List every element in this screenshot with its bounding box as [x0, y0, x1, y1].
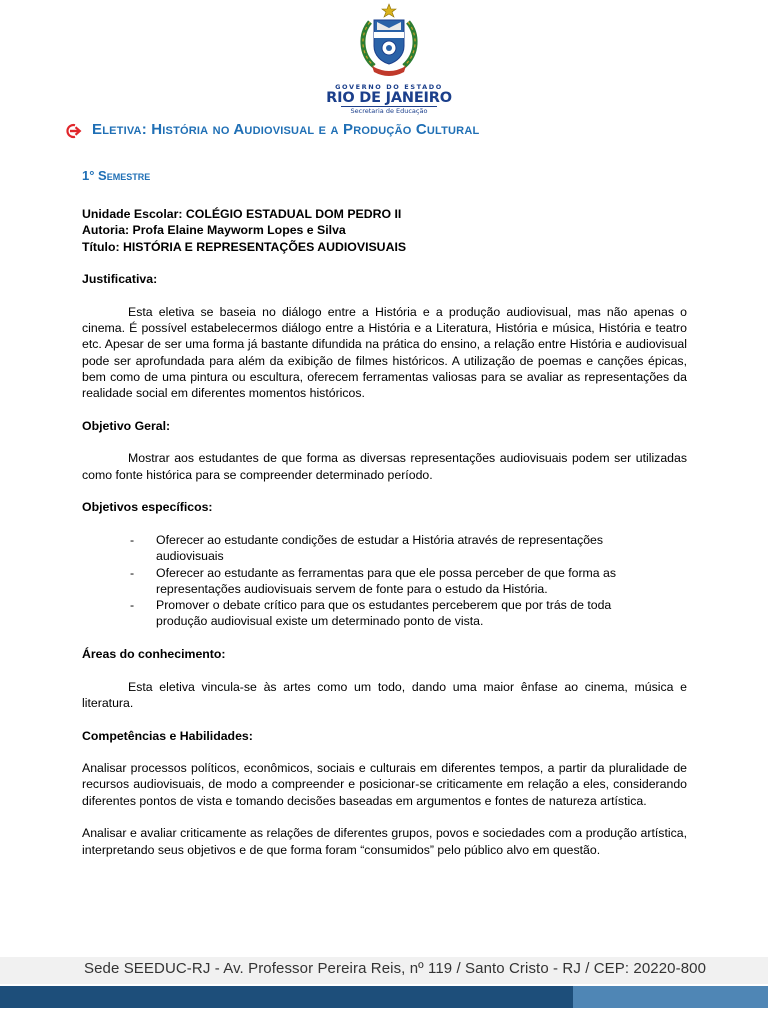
list-bullet: -	[130, 598, 135, 613]
unidade-escolar: Unidade Escolar: COLÉGIO ESTADUAL DOM PEDRO II	[82, 207, 402, 221]
list-item	[130, 597, 624, 630]
titulo: Título: HISTÓRIA E REPRESENTAÇÕES AUDIOVISUAIS	[82, 239, 407, 254]
footer-bar-light	[573, 986, 768, 1008]
objetivos-especificos-list	[82, 532, 687, 630]
arrow-circle-right-icon	[66, 123, 82, 139]
list-item	[130, 532, 624, 565]
areas-text: Esta eletiva vincula-se às artes como um todo, dando uma maior ênfase ao cinema, música e literatura.	[82, 679, 687, 710]
competencias-paragraph-1: Analisar processos políticos, econômicos, sociais e culturais em diferentes tempos, a partir da pluralidade de recursos audiovisuais, de modo a compreender e posicionar-se criticamente em relação a eles, considerando diferentes pontos de vista e tomando decisões baseadas em argumentos e fontes de natureza artística.	[82, 761, 687, 808]
list-item	[130, 565, 624, 598]
logo-government-label: GOVERNO DO ESTADO	[335, 83, 443, 91]
list-item-text: Oferecer ao estudante condições de estudar a História através de representações audiovisuais	[156, 532, 604, 564]
autoria: Autoria: Profa Elaine Mayworm Lopes e Silva	[82, 223, 346, 238]
areas-heading: Áreas do conhecimento:	[82, 647, 226, 662]
list-bullet: -	[130, 532, 135, 547]
objetivos-especificos-heading: Objetivos específicos:	[82, 500, 213, 515]
list-item-text: Oferecer ao estudante as ferramentas para que ele possa perceber de que forma as representações audiovisuais servem de fonte para o estudo da História.	[156, 565, 617, 596]
competencias-heading: Competências e Habilidades:	[82, 728, 253, 743]
justificativa-heading: Justificativa:	[82, 272, 158, 287]
objetivo-geral-text: Mostrar aos estudantes de que forma as diversas representações audiovisuais podem ser utilizadas como fonte histórica para se compreender determinado período.	[82, 451, 687, 482]
footer-bar-dark	[0, 986, 573, 1008]
justificativa-text: Esta eletiva se baseia no diálogo entre a História e a produção audiovisual, mas não apenas o cinema. É possível estabelecermos diálogo entre a História e a Literatura, História e música, História e teatro etc. Apesar de ser uma forma já bastante difundida na prática do ensino, a relação entre História e audiovisual pode ser aprofundada para além da exibição de filmes históricos. A utilização de poemas e canções épicas, bem como de uma pintura ou escultura, oferecem ferramentas valiosas para se avaliar as representações da realidade social em diferentes momentos históricos.	[82, 304, 687, 401]
logo-secretaria-label: Secretaria de Educação	[341, 106, 437, 115]
document-body	[82, 206, 687, 858]
semester-heading: 1° Semestre	[82, 168, 151, 183]
footer-address: Sede SEEDUC-RJ - Av. Professor Pereira Reis, nº 119 / Santo Cristo - RJ / CEP: 20220-800	[84, 960, 707, 977]
list-bullet: -	[130, 565, 135, 580]
coat-of-arms-icon	[354, 2, 424, 82]
logo-state-name: RIO DE JANEIRO	[326, 90, 452, 106]
rio-de-janeiro-coat-of-arms-logo	[318, 2, 460, 116]
competencias-paragraph-2: Analisar e avaliar criticamente as relações de diferentes grupos, povos e sociedades com a produção artística, interpretando seus objetivos e de que forma foram “consumidos” pelo público alvo em questão.	[82, 826, 687, 857]
document-title-row	[66, 121, 746, 143]
objetivo-geral-heading: Objetivo Geral:	[82, 418, 171, 433]
list-item-text: Promover o debate crítico para que os estudantes perceberem que por trás de toda produção audiovisual existe um determinado ponto de vista.	[156, 598, 612, 629]
page-title: Eletiva: História no Audiovisual e a Produção Cultural	[92, 121, 480, 138]
